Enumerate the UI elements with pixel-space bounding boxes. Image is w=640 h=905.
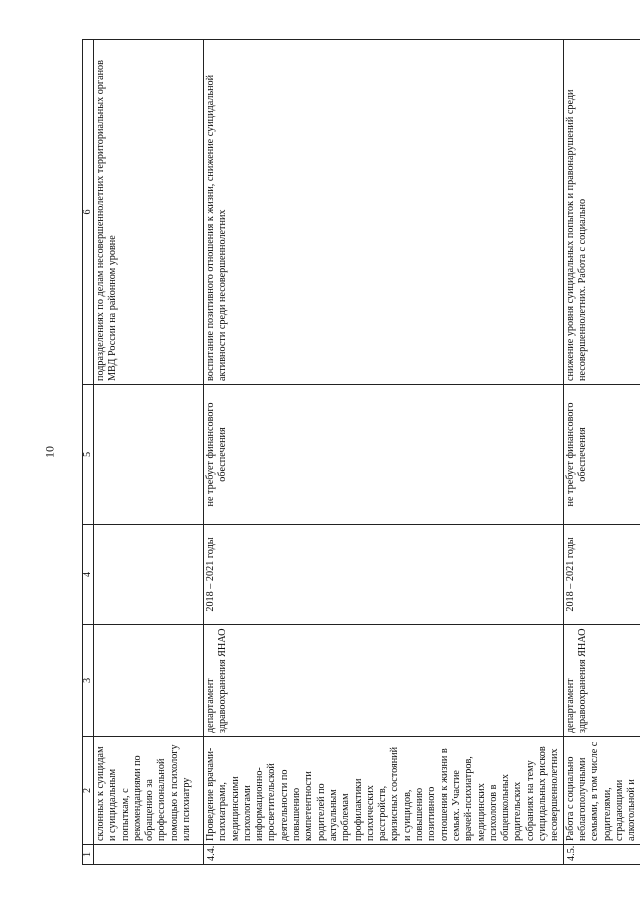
measure-cell: Проведение врачами-психиатрами, медицинскими психологами информационно-просветительской деятельности по повышению компетентности родителей по актуальным проблемам профилактики психических расстройств, кризисных состояний и суицидов, повышению позитивного отношения к жизни в семьях. Участие врачей-психиатров, медицинских психологов в общешкольных родительских собраниях на тему суицидальных рисков несовершеннолетних xyxy=(204,737,564,845)
result-cell: снижение уровня суицидальных попыток и правонарушений среди несовершеннолетних. Работа с социально xyxy=(563,40,640,385)
header-cell: 5 xyxy=(83,385,94,525)
table-row xyxy=(204,40,564,865)
row-number: 4.4. xyxy=(204,845,564,865)
result-cell: подразделениях по делам несовершеннолетних территориальных органов МВД России на районном уровне xyxy=(94,40,204,385)
header-cell: 2 xyxy=(83,737,94,845)
funding-cell: не требует финансового обеспечения xyxy=(204,385,564,525)
measures-table xyxy=(82,39,640,865)
executor-cell: департамент здравоохранения ЯНАО xyxy=(563,625,640,737)
period-cell: 2018 – 2021 годы xyxy=(563,525,640,625)
executor-cell xyxy=(94,625,204,737)
result-cell: воспитание позитивного отношения к жизни, снижение суицидальной активности среди несовершеннолетних xyxy=(204,40,564,385)
table-row xyxy=(94,40,204,865)
measure-cell: Работа с социально неблагополучными семьями, в том числе с родителями, страдающими алкогольной и xyxy=(563,737,640,845)
header-row xyxy=(83,40,94,865)
rotated-table-container xyxy=(82,40,638,865)
header-cell: 3 xyxy=(83,625,94,737)
row-number: 4.5. xyxy=(563,845,640,865)
row-number xyxy=(94,845,204,865)
funding-cell xyxy=(94,385,204,525)
period-cell: 2018 – 2021 годы xyxy=(204,525,564,625)
header-cell: 1 xyxy=(83,845,94,865)
table-row xyxy=(563,40,640,865)
funding-cell: не требует финансового обеспечения xyxy=(563,385,640,525)
header-cell: 4 xyxy=(83,525,94,625)
executor-cell: департамент здравоохранения ЯНАО xyxy=(204,625,564,737)
period-cell xyxy=(94,525,204,625)
measure-cell: склонных к суицидам и суицидальным попыткам, с рекомендациями по обращению за профессиональной помощью к психологу или психиатру xyxy=(94,737,204,845)
header-cell: 6 xyxy=(83,40,94,385)
page-number: 10 xyxy=(42,446,57,458)
